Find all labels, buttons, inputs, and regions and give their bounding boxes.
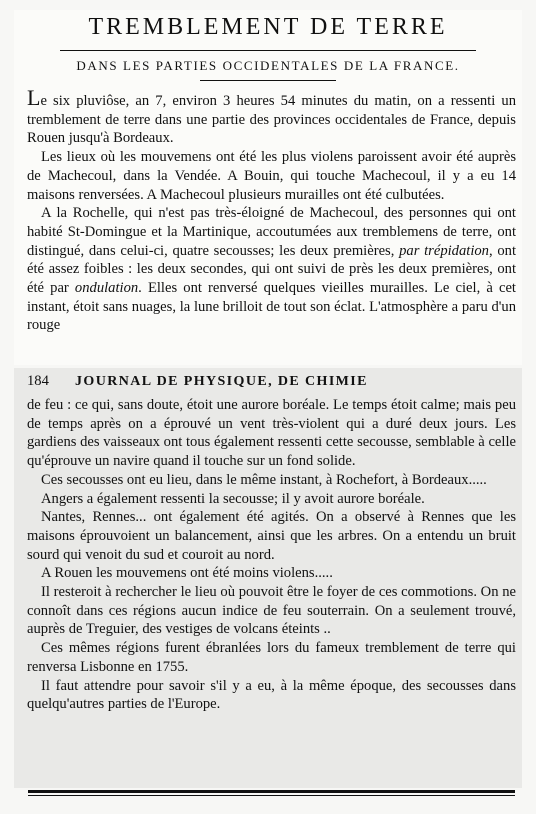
rochelle-emphasis-ondulation: ondulation [74,280,139,297]
paragraph-rochefort: Ces secousses ont eu lieu, dans le même instant, à Rochefort, à Bordeaux..... [41,471,487,488]
running-head [27,373,516,390]
subtitle-rule [200,80,336,81]
drop-cap: L [27,85,41,110]
paragraph-angers: Angers a également ressenti la secousse; il y avoit aurore boréale. [41,490,425,507]
paragraph-rouen: A Rouen les mouvemens ont été moins violens..... [41,565,333,582]
footer-rule-thin [28,795,515,796]
rochelle-text-b: , ont été assez foibles : les deux secondes, qui ont suivi de près les deux premières, ont été par [27,242,517,297]
article-subtitle: DANS LES PARTIES OCCIDENTALES DE LA FRANCE. [76,58,460,73]
article-title: TREMBLEMENT DE TERRE [88,14,448,40]
paragraph-intro [27,85,516,148]
paragraph-rochelle [27,204,516,335]
paragraph-intro-text: e six pluviôse, an 7, environ 3 heures 54 minutes du matin, on a ressenti un tremblement de terre dans une partie des provinces occidentales de France, depuis Rouen jusqu'à Bordeaux. [27,93,516,147]
article-body-bottom [27,396,516,714]
journal-title: JOURNAL DE PHYSIQUE, DE CHIMIE [75,374,368,389]
title-rule [60,50,476,51]
paragraph-europe: Il faut attendre pour savoir s'il y a eu, à la même époque, des secousses dans quelqu'autres parties de l'Europe. [27,677,516,713]
paragraph-machecoul: Les lieux où les mouvemens ont été les plus violens paroissent avoir été auprès de Machecoul, dans la Vendée. A Bouin, qui touche Machecoul, il y a eu 14 maisons renversées. A Machecoul plusieurs murailles ont été culbutées. [27,149,516,203]
rochelle-text-c: . Elles ont renversé quelques vieilles murailles. Le ciel, à cet instant, étoit sans nuages, la lune brilloit de tout son éclat. L'atmosphère a paru d'un rouge [27,280,516,334]
paragraph-aurore: de feu : ce qui, sans doute, étoit une aurore boréale. Le temps étoit calme; mais peu de temps après on a éprouvé un vent très-violent qui a duré deux jours. Les gardiens des vaisseaux ont tous également ressenti cette secousse, semblable à celle qu'éprouve un navire quand il touche sur un fond solide. [27,397,516,470]
rochelle-emphasis-trepidation: par trépidation [399,242,489,259]
page-number: 184 [27,373,49,389]
rochelle-text-a: A la Rochelle, qui n'est pas très-éloigné de Machecoul, des personnes qui ont habité St-Domingue et la Martinique, accoutumées aux tremblemens de terre, ont distingué, dans celui-ci, quatre secousses; les deux premières, [27,205,516,259]
paragraph-lisbonne: Ces mêmes régions furent ébranlées lors du fameux tremblement de terre qui renversa Lisbonne en 1755. [27,640,516,675]
paragraph-foyer: Il resteroit à rechercher le lieu où pouvoit être le foyer de ces commotions. On ne connoît dans ces régions aucun indice de feu souterrain. On a seulement trouvé, auprès de Treguier, des vestiges de volcans éteints .. [27,584,516,638]
article-body-top [27,85,517,335]
paragraph-nantes: Nantes, Rennes... ont également été agités. On a observé à Rennes que les maisons éprouvoient un balancement, ainsi que les arbres. On a entendu un bruit sourd qui venoit du sud et couroit au nord. [27,509,516,563]
footer-rule-thick [28,790,515,793]
